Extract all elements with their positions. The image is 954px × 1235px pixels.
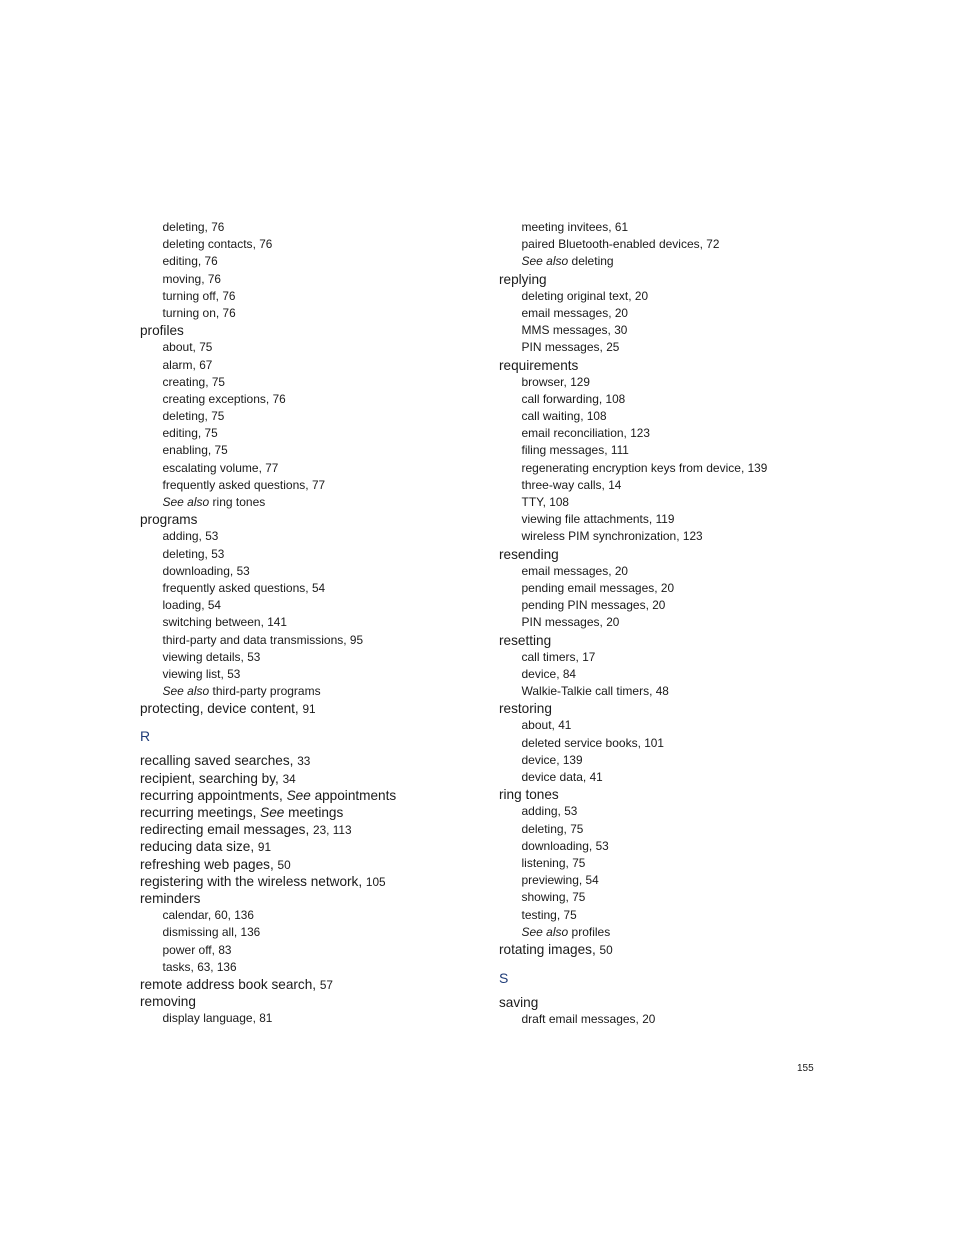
entry-pages: 61 — [614, 220, 629, 234]
index-letter-heading: R — [140, 728, 151, 745]
entry-term: pending PIN messages — [521, 598, 646, 613]
cross-reference-target: meetings — [288, 805, 344, 820]
entry-term: requirements — [499, 357, 579, 373]
entry-pages: 75 — [204, 426, 218, 441]
cross-reference-target: ring tones — [212, 495, 266, 509]
entry-pages: 33 — [297, 754, 311, 769]
entry-pages: 63, 136 — [197, 959, 237, 974]
entry-pages: 101 — [644, 735, 664, 750]
entry-pages: 54 — [207, 598, 221, 613]
entry-pages: 53 — [564, 804, 578, 819]
index-subentry: Walkie-Talkie call timers, 48 — [521, 684, 669, 699]
entry-pages: 50 — [277, 857, 291, 872]
entry-term: restoring — [499, 701, 552, 717]
index-subentry: about, 75 — [162, 340, 213, 355]
index-subentry: calendar, 60, 136 — [162, 908, 254, 923]
entry-term: turning on — [162, 305, 216, 320]
index-entry — [499, 994, 839, 1011]
index-subentry: call waiting, 108 — [521, 409, 607, 424]
entry-term: previewing — [521, 873, 579, 888]
index-entry: protecting, device content, 91 — [140, 701, 316, 717]
entry-pages: 76 — [222, 288, 236, 303]
entry-pages: 20 — [606, 615, 620, 630]
entry-term: deleting — [521, 821, 564, 836]
entry-term: saving — [499, 995, 539, 1011]
index-entry: rotating images, 50 — [499, 941, 613, 957]
entry-term: replying — [499, 271, 547, 287]
entry-term: filing messages — [521, 443, 605, 458]
index-subentry: alarm, 67 — [162, 357, 213, 372]
cross-reference-label: See also — [521, 924, 569, 939]
entry-term: wireless PIM synchronization — [521, 529, 677, 544]
entry-pages: 54 — [585, 873, 599, 888]
entry-pages: 75 — [572, 855, 586, 870]
index-subentry: PIN messages, 20 — [521, 615, 620, 630]
entry-pages: 75 — [211, 374, 225, 389]
entry-pages: 41 — [558, 718, 572, 733]
index-subentry: turning off, 76 — [162, 288, 236, 303]
entry-term: adding — [521, 804, 558, 819]
entry-pages: 72 — [706, 237, 720, 252]
index-subentry: deleting original text, 20 — [521, 288, 649, 303]
entry-term: downloading — [521, 838, 589, 853]
entry-term: recipient, searching by — [140, 770, 276, 786]
index-subentry: browser, 129 — [521, 374, 590, 389]
entry-pages: 53 — [227, 666, 241, 681]
entry-term: alarm — [162, 357, 193, 372]
entry-term: three-way calls — [521, 477, 602, 492]
cross-reference-label: See also — [521, 254, 569, 269]
index-entry — [499, 632, 839, 649]
entry-term: device data — [521, 770, 583, 784]
entry-pages: 76 — [259, 237, 273, 252]
index-entry: remote address book search, 57 — [140, 976, 333, 992]
index-subentry: meeting invitees, 61 — [521, 220, 629, 234]
entry-pages: 129 — [570, 374, 590, 389]
entry-term: listening — [521, 855, 566, 870]
entry-term: device — [521, 752, 557, 767]
entry-pages: 91 — [302, 702, 316, 717]
entry-term: viewing list — [162, 666, 221, 681]
entry-pages: 75 — [211, 409, 225, 424]
index-subentry: draft email messages, 20 — [521, 1012, 656, 1027]
entry-term: email messages — [521, 305, 609, 320]
index-subentry: TTY, 108 — [521, 495, 569, 509]
entry-pages: 75 — [214, 443, 228, 458]
entry-pages: 75 — [563, 907, 577, 922]
entry-term: viewing file attachments — [521, 512, 649, 527]
cross-reference-target: profiles — [571, 924, 611, 939]
index-entry: registering with the wireless network, 105 — [140, 873, 386, 889]
entry-pages: 123 — [630, 426, 650, 441]
entry-term: draft email messages — [521, 1012, 636, 1027]
index-subentry: device, 84 — [521, 666, 576, 681]
index-subentry: deleting, 76 — [162, 220, 225, 234]
entry-term: TTY — [521, 495, 543, 509]
index-subentry: about, 41 — [521, 718, 572, 733]
entry-term: creating exceptions — [162, 391, 266, 406]
entry-term: ring tones — [499, 787, 559, 803]
entry-term: resending — [499, 546, 559, 562]
entry-pages: 20 — [642, 1012, 656, 1027]
index-subentry: editing, 76 — [162, 254, 218, 269]
entry-pages: 119 — [655, 512, 675, 527]
index-subentry: tasks, 63, 136 — [162, 959, 237, 974]
entry-pages: 41 — [589, 770, 603, 784]
cross-reference-target: deleting — [571, 254, 614, 269]
index-entry — [499, 786, 839, 803]
entry-term: browser — [521, 374, 564, 389]
entry-pages: 77 — [265, 460, 279, 475]
entry-pages: 123 — [682, 529, 703, 544]
entry-term: registering with the wireless network — [140, 873, 359, 889]
entry-pages: 53 — [236, 563, 250, 578]
index-subentry: downloading, 53 — [521, 838, 609, 853]
entry-pages: 136 — [240, 925, 261, 940]
index-subentry: editing, 75 — [162, 426, 218, 441]
cross-reference-target: third-party programs — [212, 684, 321, 699]
entry-pages: 57 — [319, 977, 333, 992]
index-subentry: device, 139 — [521, 752, 583, 767]
entry-term: dismissing all — [162, 925, 234, 940]
entry-pages: 77 — [311, 477, 326, 492]
index-subentry: viewing details, 53 — [162, 649, 261, 664]
index-subentry: call forwarding, 108 — [521, 391, 626, 406]
entry-pages: 14 — [608, 477, 622, 492]
entry-term: about — [162, 340, 193, 355]
entry-pages: 75 — [199, 340, 213, 355]
index-subentry: deleting contacts, 76 — [162, 237, 273, 252]
entry-term: deleting contacts — [162, 237, 253, 252]
entry-term: frequently asked questions — [162, 580, 306, 595]
entry-term: reminders — [140, 890, 201, 906]
index-subentry: display language, 81 — [162, 1011, 273, 1026]
entry-term: deleted service books — [521, 735, 638, 750]
index-column-left — [140, 219, 480, 1027]
entry-term: Walkie-Talkie call timers — [521, 684, 650, 699]
entry-term: programs — [140, 512, 198, 528]
cross-reference-label: See — [260, 805, 285, 820]
entry-pages: 108 — [549, 495, 569, 509]
index-subentry: filing messages, 111 — [521, 443, 629, 458]
entry-pages: 111 — [610, 443, 629, 458]
index-entry: redirecting email messages, 23, 113 — [140, 822, 352, 838]
index-entry: recipient, searching by, 34 — [140, 770, 296, 786]
entry-pages: 30 — [614, 323, 628, 338]
entry-term: recalling saved searches — [140, 753, 290, 769]
cross-reference-target: appointments — [314, 787, 397, 803]
index-subentry: viewing list, 53 — [162, 666, 241, 681]
index-entry — [499, 271, 839, 288]
entry-term: PIN messages — [521, 615, 600, 630]
entry-pages: 76 — [222, 305, 236, 320]
index-subentry: showing, 75 — [521, 890, 586, 905]
index-letter-heading: S — [499, 970, 509, 987]
entry-term: PIN messages — [521, 340, 600, 355]
entry-term: email reconciliation — [521, 426, 624, 441]
index-subentry: deleting, 75 — [521, 821, 584, 836]
index-subentry: regenerating encryption keys from device, 139 — [521, 460, 768, 475]
entry-term: third-party and data transmissions — [162, 632, 344, 647]
entry-pages: 141 — [267, 615, 287, 630]
index-subentry — [140, 683, 480, 700]
entry-pages: 105 — [365, 874, 386, 889]
index-entry: recurring appointments, See appointments — [140, 787, 397, 803]
index-entry: recurring meetings, See meetings — [140, 805, 344, 820]
entry-term: deleting — [162, 409, 205, 424]
entry-term: about — [521, 718, 552, 733]
entry-pages: 76 — [207, 271, 221, 286]
entry-pages: 139 — [562, 752, 583, 767]
index-subentry: listening, 75 — [521, 855, 586, 870]
entry-term: profiles — [140, 323, 184, 339]
entry-pages: 83 — [218, 942, 232, 957]
entry-pages: 60, 136 — [214, 908, 254, 923]
entry-pages: 20 — [614, 563, 628, 578]
entry-pages: 81 — [259, 1011, 273, 1026]
entry-term: showing — [521, 890, 566, 905]
entry-pages: 17 — [582, 649, 596, 664]
entry-term: power off — [162, 942, 212, 957]
entry-term: regenerating encryption keys from device — [521, 460, 741, 475]
entry-term: deleting — [162, 546, 205, 561]
index-subentry: wireless PIM synchronization, 123 — [521, 529, 703, 544]
index-entry — [499, 546, 839, 563]
page-number: 155 — [797, 1063, 814, 1074]
index-subentry: previewing, 54 — [521, 873, 599, 888]
index-entry — [140, 322, 480, 339]
index-subentry: deleting, 53 — [162, 546, 225, 561]
index-subentry: turning on, 76 — [162, 305, 236, 320]
entry-term: protecting, device content — [140, 701, 295, 717]
entry-term: enabling — [162, 443, 208, 458]
entry-pages: 50 — [599, 942, 613, 957]
index-subentry — [499, 924, 839, 941]
index-subentry: call timers, 17 — [521, 649, 596, 664]
entry-pages: 54 — [311, 580, 326, 595]
entry-term: adding — [162, 529, 199, 544]
entry-term: refreshing web pages — [140, 856, 270, 872]
entry-pages: 67 — [199, 357, 213, 372]
cross-reference-label: See also — [162, 495, 210, 509]
index-subentry: power off, 83 — [162, 942, 232, 957]
entry-term: paired Bluetooth-enabled devices — [521, 237, 700, 252]
index-subentry: email messages, 20 — [521, 305, 628, 320]
entry-pages: 84 — [562, 666, 576, 681]
cross-reference-label: See — [286, 787, 311, 803]
index-column-right — [499, 219, 839, 1028]
index-subentry: paired Bluetooth-enabled devices, 72 — [521, 237, 720, 252]
index-entry: refreshing web pages, 50 — [140, 856, 291, 872]
entry-pages: 108 — [605, 391, 626, 406]
entry-term: removing — [140, 994, 196, 1010]
entry-term: turning off — [162, 288, 216, 303]
index-subentry: downloading, 53 — [162, 563, 250, 578]
entry-term: switching between — [162, 615, 261, 630]
index-entry: reducing data size, 91 — [140, 839, 272, 855]
index-entry — [140, 993, 480, 1010]
entry-term: creating — [162, 374, 206, 389]
index-subentry: three-way calls, 14 — [521, 477, 622, 492]
index-subentry: dismissing all, 136 — [162, 925, 261, 940]
index-entry — [140, 511, 480, 528]
entry-term: display language — [162, 1011, 253, 1026]
index-subentry: MMS messages, 30 — [521, 323, 628, 338]
entry-pages: 76 — [211, 220, 225, 234]
entry-pages: 48 — [655, 684, 669, 699]
index-subentry: loading, 54 — [162, 598, 221, 613]
entry-pages: 53 — [247, 649, 261, 664]
index-subentry: deleting, 75 — [162, 409, 225, 424]
entry-term: recurring meetings — [140, 805, 253, 820]
entry-pages: 76 — [272, 391, 286, 406]
entry-pages: 53 — [211, 546, 225, 561]
index-subentry: testing, 75 — [521, 907, 577, 922]
index-entry — [499, 700, 839, 717]
entry-pages: 20 — [660, 580, 675, 595]
index-subentry: pending PIN messages, 20 — [521, 598, 666, 613]
entry-pages: 108 — [586, 409, 607, 424]
entry-term: call forwarding — [521, 391, 599, 406]
index-subentry: email messages, 20 — [521, 563, 628, 578]
cross-reference-label: See also — [162, 684, 210, 699]
entry-pages: 53 — [595, 838, 609, 853]
entry-pages: 25 — [606, 340, 620, 355]
entry-term: call timers — [521, 649, 576, 664]
index-subentry: viewing file attachments, 119 — [521, 512, 675, 527]
entry-term: meeting invitees — [521, 220, 609, 234]
index-subentry: escalating volume, 77 — [162, 460, 279, 475]
entry-term: MMS messages — [521, 323, 608, 338]
entry-term: escalating volume — [162, 460, 259, 475]
entry-pages: 75 — [572, 890, 586, 905]
index-subentry: pending email messages, 20 — [521, 580, 675, 595]
entry-term: email messages — [521, 563, 609, 578]
index-subentry — [499, 253, 839, 270]
entry-term: deleting original text — [521, 288, 629, 303]
index-entry: recalling saved searches, 33 — [140, 753, 311, 769]
entry-pages: 23, 113 — [313, 823, 352, 838]
index-subentry — [140, 494, 480, 511]
index-subentry: frequently asked questions, 54 — [162, 580, 326, 595]
entry-pages: 95 — [349, 632, 364, 647]
entry-term: recurring appointments — [140, 787, 280, 803]
entry-term: downloading — [162, 563, 230, 578]
index-entry — [499, 357, 839, 374]
entry-term: reducing data size — [140, 839, 251, 855]
index-subentry: adding, 53 — [521, 804, 578, 819]
entry-term: remote address book search — [140, 976, 313, 992]
entry-pages: 20 — [634, 288, 649, 303]
entry-term: tasks — [162, 959, 191, 974]
entry-pages: 76 — [204, 254, 218, 269]
index-subentry: moving, 76 — [162, 271, 221, 286]
entry-term: frequently asked questions — [162, 477, 306, 492]
entry-term: redirecting email messages — [140, 822, 306, 838]
entry-term: resetting — [499, 632, 552, 648]
index-subentry: email reconciliation, 123 — [521, 426, 650, 441]
index-subentry: device data, 41 — [521, 770, 603, 784]
entry-pages: 139 — [747, 460, 768, 475]
entry-term: loading — [162, 598, 202, 613]
entry-pages: 91 — [257, 840, 272, 855]
index-subentry: frequently asked questions, 77 — [162, 477, 326, 492]
entry-term: pending email messages — [521, 580, 655, 595]
index-subentry: creating exceptions, 76 — [162, 391, 286, 406]
entry-pages: 34 — [282, 771, 296, 786]
entry-pages: 75 — [570, 821, 584, 836]
entry-term: rotating images — [499, 941, 592, 957]
index-subentry: third-party and data transmissions, 95 — [162, 632, 364, 647]
index-subentry: deleted service books, 101 — [521, 735, 664, 750]
entry-term: call waiting — [521, 409, 581, 424]
entry-pages: 20 — [652, 598, 666, 613]
entry-term: editing — [162, 254, 198, 269]
entry-pages: 53 — [205, 529, 219, 544]
entry-term: moving — [162, 271, 202, 286]
entry-term: deleting — [162, 220, 205, 234]
index-subentry: enabling, 75 — [162, 443, 228, 458]
index-subentry: creating, 75 — [162, 374, 225, 389]
entry-pages: 20 — [614, 305, 628, 320]
index-subentry: PIN messages, 25 — [521, 340, 620, 355]
entry-term: viewing details — [162, 649, 241, 664]
entry-term: device — [521, 666, 557, 681]
entry-term: calendar — [162, 908, 208, 923]
entry-term: editing — [162, 426, 198, 441]
index-subentry: switching between, 141 — [162, 615, 287, 630]
index-entry — [140, 890, 480, 907]
entry-term: testing — [521, 907, 557, 922]
index-subentry: adding, 53 — [162, 529, 219, 544]
